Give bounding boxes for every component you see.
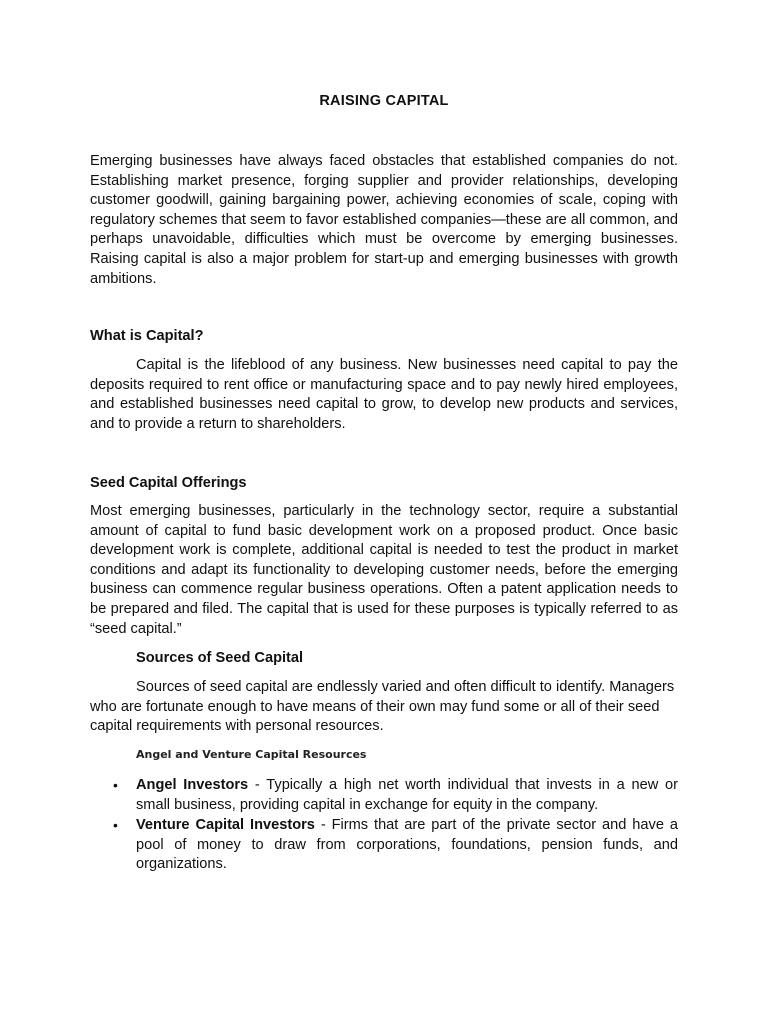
section-heading-seed-capital-offerings: Seed Capital Offerings (90, 475, 247, 491)
subsection-heading-sources: Sources of Seed Capital (136, 650, 304, 666)
list-item-term: Venture Capital Investors (136, 817, 315, 834)
intro-paragraph: Emerging businesses have always faced obstacles that established companies do not. Establishing market presence, forging supplier and provider relationships, developing customer goodwill, gaining bargaining power, achieving economies of scale, coping with regulatory schemes that seem to favor established companies—these are all common, and perhaps unavoidable, difficulties which must be overcome by emerging businesses. Raising capital is also a major problem for start-up and emerging businesses with growth ambitions. (90, 153, 678, 287)
document-title: RAISING CAPITAL (319, 93, 449, 109)
list-item (90, 816, 678, 875)
resources-list (90, 776, 678, 876)
section-body-what-is-capital: Capital is the lifeblood of any business. New businesses need capital to pay the deposits required to rent office or manufacturing space and to pay newly hired employees, and established businesses need capital to grow, to develop new products and services, and to provide a return to shareholders. (90, 357, 678, 432)
list-item (90, 776, 678, 815)
section-body-seed-capital-offerings: Most emerging businesses, particularly in the technology sector, require a substantial amount of capital to fund basic development work on a proposed product. Once basic development work is complete, additional capital is needed to test the product in market conditions and adapt its functionality to developing customer needs, before the emerging business can commence regular business operations. Often a patent application needs to be prepared and filed. The capital that is used for these purposes is typically referred to as “seed capital.” (90, 503, 678, 637)
bullet-icon: • (113, 817, 118, 834)
resources-heading: Angel and Venture Capital Resources (136, 748, 367, 761)
list-item-text: - Firms that are part of the private sector and have a pool of money to draw from corporations, foundations, pension funds, and organizations. (136, 817, 678, 873)
subsection-body-sources: Sources of seed capital are endlessly varied and often difficult to identify. Managers who are fortunate enough to have means of their own may fund some or all of their seed capital requirements with personal resources. (90, 679, 675, 735)
bullet-icon: • (113, 777, 118, 793)
section-heading-what-is-capital: What is Capital? (90, 328, 204, 344)
list-item-text: - Typically a high net worth individual that invests in a new or small business, providing capital in exchange for equity in the company. (136, 777, 679, 813)
list-item-term: Angel Investors (136, 777, 249, 793)
